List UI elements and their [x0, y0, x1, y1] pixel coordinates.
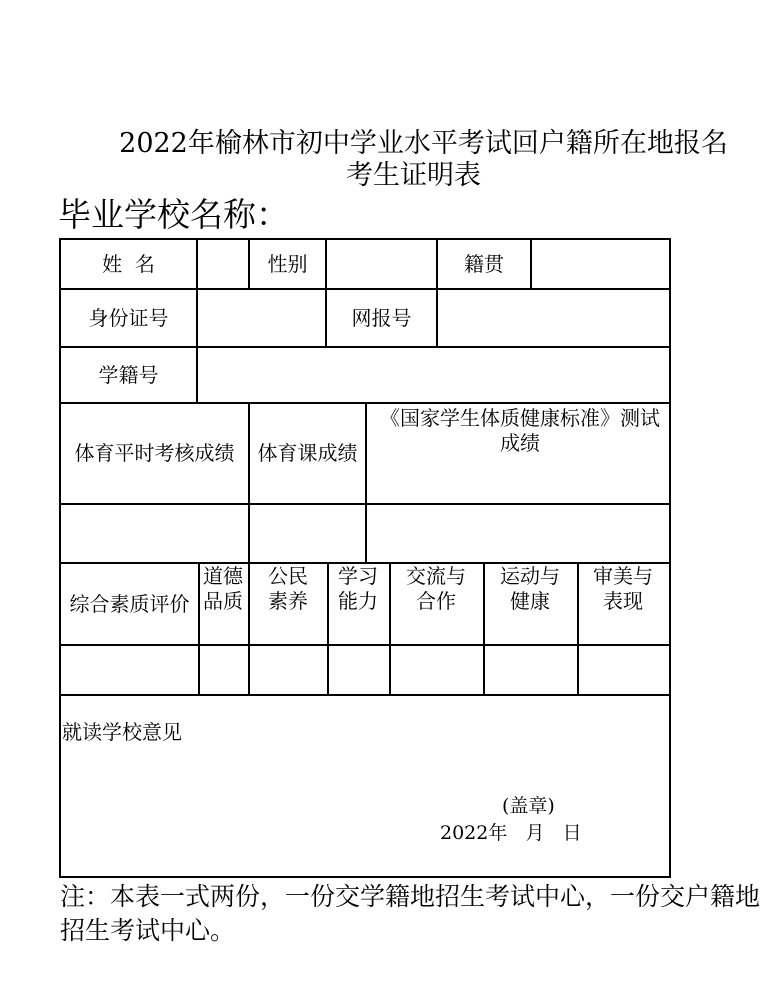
id-number-label: 身份证号: [88, 305, 169, 330]
fitness-test-score-label: 《国家学生体质健康标准》测试成绩: [380, 406, 660, 455]
student-number-label: 学籍号: [98, 362, 159, 387]
eval-communication-value-cell[interactable]: [391, 646, 483, 694]
eval-sports-health-label: 运动与健康: [500, 564, 560, 613]
name-label: 姓 名: [102, 251, 155, 276]
school-opinion-label: 就读学校意见: [62, 720, 182, 744]
native-place-value-cell[interactable]: [532, 240, 669, 288]
form-title-line1: 2022年榆林市初中学业水平考试回户籍所在地报名: [119, 128, 728, 159]
school-name-label: 毕业学校名称：: [58, 195, 289, 234]
eval-sports-health-value-cell[interactable]: [485, 646, 577, 694]
native-place-label: 籍贯: [464, 251, 504, 276]
fitness-test-score-value-cell[interactable]: [367, 505, 669, 562]
gender-value-cell[interactable]: [327, 240, 436, 288]
overall-evaluation-value-cell[interactable]: [61, 646, 198, 694]
gender-label: 性别: [267, 251, 308, 276]
eval-aesthetics-label: 审美与表现: [593, 564, 653, 613]
registration-number-label: 网报号: [351, 305, 412, 330]
eval-moral-quality-label: 道德品质: [203, 564, 243, 613]
eval-moral-quality-value-cell[interactable]: [200, 646, 248, 694]
eval-learning-ability-value-cell[interactable]: [329, 646, 389, 694]
id-number-value-cell[interactable]: [198, 290, 325, 346]
pe-course-score-value-cell[interactable]: [250, 505, 365, 562]
seal-label: (盖章): [502, 795, 555, 817]
form-title-line2: 考生证明表: [346, 160, 481, 191]
eval-civic-literacy-label: 公民素养: [268, 564, 308, 613]
eval-civic-literacy-value-cell[interactable]: [250, 646, 327, 694]
pe-course-score-label: 体育课成绩: [257, 441, 358, 465]
name-value-cell[interactable]: [198, 240, 248, 288]
eval-communication-label: 交流与合作: [406, 564, 466, 613]
eval-learning-ability-label: 学习能力: [338, 564, 378, 613]
registration-number-value-cell[interactable]: [438, 290, 669, 346]
date-label: 2022年 月 日: [440, 822, 582, 844]
student-number-value-cell[interactable]: [198, 348, 669, 402]
pe-regular-score-label: 体育平时考核成绩: [74, 441, 235, 465]
overall-evaluation-label: 综合素质评价: [69, 591, 190, 616]
pe-regular-score-value-cell[interactable]: [61, 505, 248, 562]
footnote: 注：本表一式两份，一份交学籍地招生考试中心，一份交户籍地招生考试中心。: [60, 882, 761, 945]
eval-aesthetics-value-cell[interactable]: [579, 646, 669, 694]
